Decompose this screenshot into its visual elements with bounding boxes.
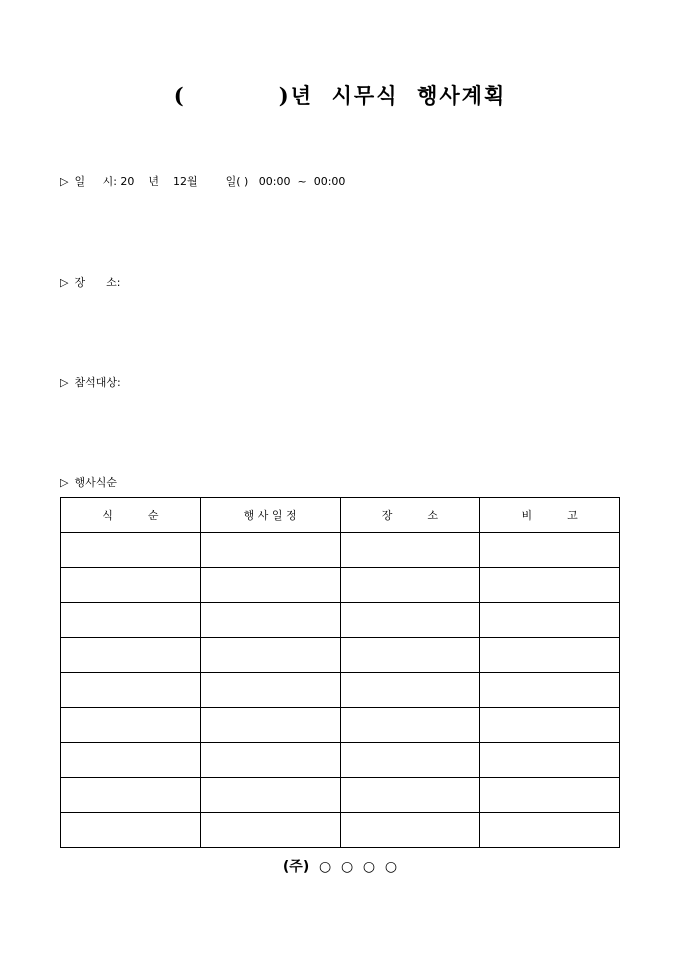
- header-event: 행 사 일 정: [200, 498, 340, 533]
- table-row: [61, 603, 620, 638]
- schedule-table: [60, 497, 620, 848]
- table-cell[interactable]: [340, 533, 480, 568]
- table-row: [61, 568, 620, 603]
- header-note: 비 고: [480, 498, 620, 533]
- table-cell[interactable]: [61, 533, 201, 568]
- table-row: [61, 708, 620, 743]
- table-cell[interactable]: [61, 638, 201, 673]
- table-cell[interactable]: [480, 813, 620, 848]
- table-cell[interactable]: [340, 708, 480, 743]
- table-row: [61, 743, 620, 778]
- table-header-row: [61, 498, 620, 533]
- table-cell[interactable]: [200, 778, 340, 813]
- date-label: 일 시: 20 년 12월 일( ) 00:00 ~ 00:00: [74, 175, 346, 188]
- attendees-label: 참석대상:: [74, 376, 121, 389]
- table-cell[interactable]: [340, 743, 480, 778]
- document-title: ( )년 시무식 행사계획: [173, 83, 507, 108]
- table-cell[interactable]: [200, 603, 340, 638]
- header-place: 장 소: [340, 498, 480, 533]
- table-cell[interactable]: [61, 743, 201, 778]
- place-field: [60, 274, 120, 290]
- table-cell[interactable]: [480, 533, 620, 568]
- table-cell[interactable]: [340, 813, 480, 848]
- table-cell[interactable]: [200, 533, 340, 568]
- table-cell[interactable]: [200, 813, 340, 848]
- order-field: [60, 474, 117, 490]
- table-cell[interactable]: [340, 778, 480, 813]
- header-order: 식 순: [61, 498, 201, 533]
- triangle-marker-icon: ▷: [60, 375, 69, 389]
- table-cell[interactable]: [480, 778, 620, 813]
- date-field: [60, 173, 345, 189]
- table-cell[interactable]: [480, 743, 620, 778]
- table-cell[interactable]: [200, 743, 340, 778]
- table-cell[interactable]: [340, 568, 480, 603]
- table-cell[interactable]: [61, 813, 201, 848]
- table-cell[interactable]: [200, 708, 340, 743]
- table-row: [61, 533, 620, 568]
- attendees-field: [60, 374, 121, 390]
- table-cell[interactable]: [480, 568, 620, 603]
- company-footer: (주) ○ ○ ○ ○: [282, 859, 398, 875]
- table-cell[interactable]: [61, 708, 201, 743]
- triangle-marker-icon: ▷: [60, 475, 69, 489]
- table-row: [61, 778, 620, 813]
- table-cell[interactable]: [200, 638, 340, 673]
- table-cell[interactable]: [480, 673, 620, 708]
- table-cell[interactable]: [340, 673, 480, 708]
- table-row: [61, 673, 620, 708]
- table-cell[interactable]: [480, 708, 620, 743]
- table-cell[interactable]: [61, 778, 201, 813]
- table-cell[interactable]: [200, 568, 340, 603]
- table-row: [61, 638, 620, 673]
- table-cell[interactable]: [200, 673, 340, 708]
- table-cell[interactable]: [61, 673, 201, 708]
- table-cell[interactable]: [61, 568, 201, 603]
- table-cell[interactable]: [61, 603, 201, 638]
- order-label: 행사식순: [74, 476, 117, 489]
- table-cell[interactable]: [340, 603, 480, 638]
- table-cell[interactable]: [480, 603, 620, 638]
- table-row: [61, 813, 620, 848]
- place-label: 장 소:: [74, 276, 121, 289]
- triangle-marker-icon: ▷: [60, 275, 69, 289]
- table-cell[interactable]: [480, 638, 620, 673]
- table-cell[interactable]: [340, 638, 480, 673]
- triangle-marker-icon: ▷: [60, 174, 69, 188]
